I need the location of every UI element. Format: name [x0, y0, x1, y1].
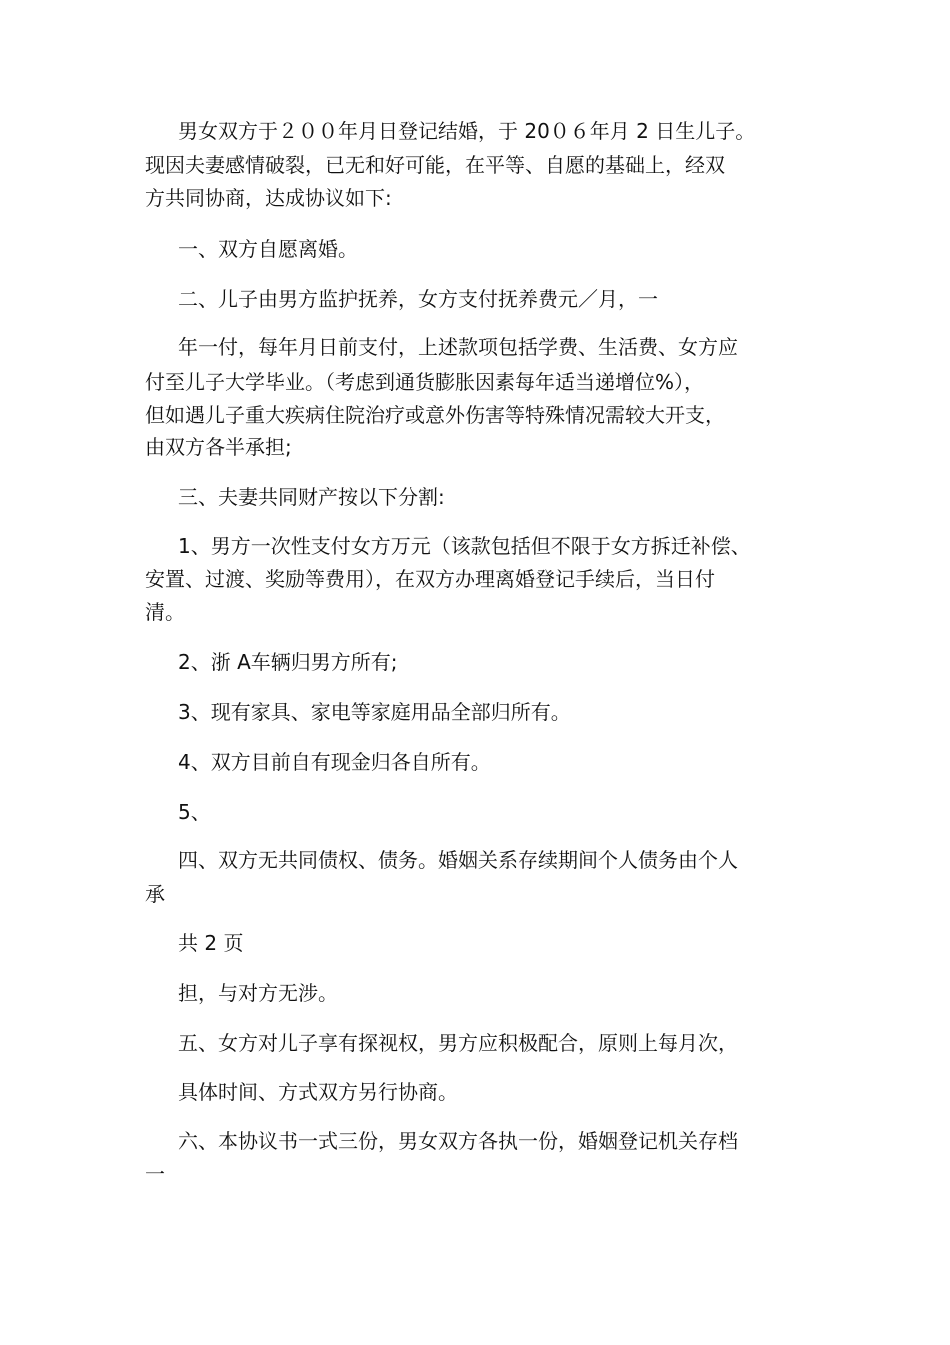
- preamble-line-1: 男女双方于２００年月日登记结婚，于 20０６年月 2 日生儿子。: [178, 119, 756, 143]
- clause-3-item-1-line-1: 1、男方一次性支付女方万元（该款包括但不限于女方拆迁补偿、: [178, 534, 751, 558]
- clause-3-item-1-line-3: 清。: [145, 600, 185, 624]
- clause-3-heading: 三、夫妻共同财产按以下分割:: [178, 485, 445, 509]
- clause-1: 一、双方自愿离婚。: [178, 237, 358, 261]
- clause-3-item-2: 2、浙 A车辆归男方所有;: [178, 650, 398, 674]
- clause-5-line-1: 五、女方对儿子享有探视权，男方应积极配合，原则上每月次，: [178, 1031, 738, 1055]
- clause-2-line-1: 二、儿子由男方监护抚养，女方支付抚养费元／月，一: [178, 287, 658, 311]
- clause-4-line-1: 四、双方无共同债权、债务。婚姻关系存续期间个人债务由个人: [178, 848, 738, 872]
- clause-3-item-3: 3、现有家具、家电等家庭用品全部归所有。: [178, 700, 571, 724]
- clause-3-item-1-line-2: 安置、过渡、奖励等费用），在双方办理离婚登记手续后，当日付: [145, 567, 715, 591]
- clause-2-line-3: 付至儿子大学毕业。（考虑到通货膨胀因素每年适当递增位%），: [145, 370, 705, 394]
- clause-2-line-5: 由双方各半承担;: [145, 435, 292, 459]
- clause-5-line-2: 具体时间、方式双方另行协商。: [178, 1080, 458, 1104]
- clause-3-item-4: 4、双方目前自有现金归各自所有。: [178, 750, 491, 774]
- clause-2-line-2: 年一付，每年月日前支付，上述款项包括学费、生活费、女方应: [178, 335, 738, 359]
- clause-6-line-1: 六、本协议书一式三份，男女双方各执一份，婚姻登记机关存档: [178, 1129, 738, 1153]
- preamble-line-2: 现因夫妻感情破裂，已无和好可能，在平等、自愿的基础上，经双: [145, 153, 725, 177]
- clause-2-line-4: 但如遇儿子重大疾病住院治疗或意外伤害等特殊情况需较大开支，: [145, 403, 725, 427]
- clause-3-item-5: 5、: [178, 800, 211, 824]
- clause-6-line-2: 一: [145, 1162, 165, 1186]
- preamble-line-3: 方共同协商，达成协议如下:: [145, 186, 392, 210]
- clause-4-line-2: 承: [145, 882, 165, 906]
- clause-4-continuation: 担，与对方无涉。: [178, 981, 338, 1005]
- page-count-marker: 共 2 页: [178, 931, 244, 955]
